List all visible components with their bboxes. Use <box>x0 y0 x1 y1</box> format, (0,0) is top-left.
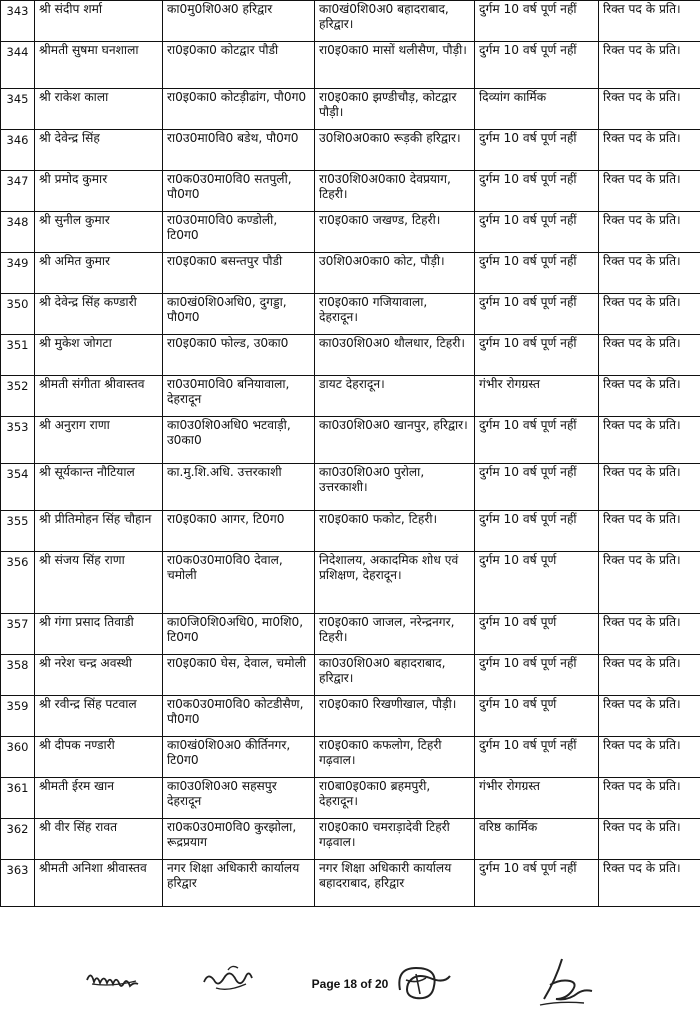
current-posting-cell: रा0इ0का0 घेस, देवाल, चमोली <box>163 655 315 696</box>
new-posting-cell: का0उ0शि0अ0 पुरोला, उत्तरकाशी। <box>315 464 475 511</box>
post-status-cell: रिक्त पद के प्रति। <box>599 737 700 778</box>
transfer-reason-cell: दुर्गम 10 वर्ष पूर्ण <box>475 614 599 655</box>
post-status-cell: रिक्त पद के प्रति। <box>599 511 700 552</box>
current-posting-cell: रा0क0उ0मा0वि0 कोटडीसैण, पौ0ग0 <box>163 696 315 737</box>
current-posting-cell: रा0इ0का0 कोटड़ीढांग, पौ0ग0 <box>163 89 315 130</box>
new-posting-cell: रा0इ0का0 रिखणीखाल, पौड़ी। <box>315 696 475 737</box>
transfer-reason-cell: गंभीर रोगग्रस्त <box>475 376 599 417</box>
transfer-reason-cell: दुर्गम 10 वर्ष पूर्ण नहीं <box>475 253 599 294</box>
transfer-reason-cell: दुर्गम 10 वर्ष पूर्ण नहीं <box>475 464 599 511</box>
transfer-reason-cell: दुर्गम 10 वर्ष पूर्ण नहीं <box>475 511 599 552</box>
transfer-reason-cell: दुर्गम 10 वर्ष पूर्ण नहीं <box>475 860 599 907</box>
new-posting-cell: रा0इ0का0 मासों थलीसैण, पौड़ी। <box>315 42 475 89</box>
transfer-reason-cell: दुर्गम 10 वर्ष पूर्ण नहीं <box>475 737 599 778</box>
new-posting-cell: रा0इ0का0 झण्डीचौड़, कोटद्वार पौड़ी। <box>315 89 475 130</box>
signature-right <box>532 955 594 1013</box>
employee-name-cell: श्री सूर्यकान्त नौटियाल <box>35 464 163 511</box>
current-posting-cell: रा0उ0मा0वि0 बनियावाला, देहरादून <box>163 376 315 417</box>
new-posting-cell: रा0इ0का0 फकोट, टिहरी। <box>315 511 475 552</box>
serial-number-cell: 347 <box>1 171 35 212</box>
new-posting-cell: का0खं0शि0अ0 बहादराबाद, हरिद्वार। <box>315 1 475 42</box>
post-status-cell: रिक्त पद के प्रति। <box>599 1 700 42</box>
employee-name-cell: श्री देवेन्द्र सिंह <box>35 130 163 171</box>
table-row <box>1 294 700 335</box>
serial-number-cell: 349 <box>1 253 35 294</box>
current-posting-cell: रा0उ0मा0वि0 बडेथ, पौ0ग0 <box>163 130 315 171</box>
new-posting-cell: रा0बा0इ0का0 ब्रहमपुरी, देहरादून। <box>315 778 475 819</box>
post-status-cell: रिक्त पद के प्रति। <box>599 464 700 511</box>
transfer-reason-cell: दुर्गम 10 वर्ष पूर्ण <box>475 696 599 737</box>
post-status-cell: रिक्त पद के प्रति। <box>599 860 700 907</box>
table-row <box>1 89 700 130</box>
employee-name-cell: श्री अनुराग राणा <box>35 417 163 464</box>
post-status-cell: रिक्त पद के प्रति। <box>599 130 700 171</box>
new-posting-cell: रा0इ0का0 गजियावाला, देहरादून। <box>315 294 475 335</box>
table-row <box>1 511 700 552</box>
serial-number-cell: 355 <box>1 511 35 552</box>
post-status-cell: रिक्त पद के प्रति। <box>599 212 700 253</box>
current-posting-cell: रा0क0उ0मा0वि0 कुरझोला, रूद्रप्रयाग <box>163 819 315 860</box>
post-status-cell: रिक्त पद के प्रति। <box>599 89 700 130</box>
employee-name-cell: श्री रवीन्द्र सिंह पटवाल <box>35 696 163 737</box>
employee-name-cell: श्री मुकेश जोगटा <box>35 335 163 376</box>
current-posting-cell: नगर शिक्षा अधिकारी कार्यालय हरिद्वार <box>163 860 315 907</box>
employee-name-cell: श्री वीर सिंह रावत <box>35 819 163 860</box>
employee-name-cell: श्री संदीप शर्मा <box>35 1 163 42</box>
transfer-reason-cell: दुर्गम 10 वर्ष पूर्ण नहीं <box>475 42 599 89</box>
table-row <box>1 655 700 696</box>
new-posting-cell: नगर शिक्षा अधिकारी कार्यालय बहादराबाद, हरिद्वार <box>315 860 475 907</box>
post-status-cell: रिक्त पद के प्रति। <box>599 655 700 696</box>
post-status-cell: रिक्त पद के प्रति। <box>599 614 700 655</box>
employee-name-cell: श्री नरेश चन्द्र अवस्थी <box>35 655 163 696</box>
current-posting-cell: का.मु.शि.अधि. उत्तरकाशी <box>163 464 315 511</box>
serial-number-cell: 361 <box>1 778 35 819</box>
current-posting-cell: का0उ0शि0अधि0 भटवाड़ी, उ0का0 <box>163 417 315 464</box>
serial-number-cell: 360 <box>1 737 35 778</box>
transfer-reason-cell: गंभीर रोगग्रस्त <box>475 778 599 819</box>
current-posting-cell: का0मु0शि0अ0 हरिद्वार <box>163 1 315 42</box>
new-posting-cell: का0उ0शि0अ0 बहादराबाद, हरिद्वार। <box>315 655 475 696</box>
current-posting-cell: रा0क0उ0मा0वि0 देवाल, चमोली <box>163 552 315 614</box>
serial-number-cell: 359 <box>1 696 35 737</box>
current-posting-cell: रा0इ0का0 कोटद्वार पौडी <box>163 42 315 89</box>
employee-name-cell: श्री अमित कुमार <box>35 253 163 294</box>
transfer-reason-cell: दुर्गम 10 वर्ष पूर्ण नहीं <box>475 212 599 253</box>
new-posting-cell: उ0शि0अ0का0 कोट, पौड़ी। <box>315 253 475 294</box>
new-posting-cell: उ0शि0अ0का0 रूड़की हरिद्वार। <box>315 130 475 171</box>
serial-number-cell: 356 <box>1 552 35 614</box>
post-status-cell: रिक्त पद के प्रति। <box>599 335 700 376</box>
new-posting-cell: रा0उ0शि0अ0का0 देवप्रयाग, टिहरी। <box>315 171 475 212</box>
employee-name-cell: श्री प्रमोद कुमार <box>35 171 163 212</box>
serial-number-cell: 362 <box>1 819 35 860</box>
table-row <box>1 737 700 778</box>
serial-number-cell: 343 <box>1 1 35 42</box>
transfer-reason-cell: दुर्गम 10 वर्ष पूर्ण नहीं <box>475 130 599 171</box>
table-row <box>1 253 700 294</box>
new-posting-cell: निदेशालय, अकादमिक शोध एवं प्रशिक्षण, देहरादून। <box>315 552 475 614</box>
employee-name-cell: श्री राकेश काला <box>35 89 163 130</box>
post-status-cell: रिक्त पद के प्रति। <box>599 778 700 819</box>
table-row <box>1 212 700 253</box>
transfer-reason-cell: दुर्गम 10 वर्ष पूर्ण नहीं <box>475 417 599 464</box>
serial-number-cell: 345 <box>1 89 35 130</box>
table-row <box>1 130 700 171</box>
table-row <box>1 376 700 417</box>
serial-number-cell: 344 <box>1 42 35 89</box>
serial-number-cell: 348 <box>1 212 35 253</box>
post-status-cell: रिक्त पद के प्रति। <box>599 552 700 614</box>
post-status-cell: रिक्त पद के प्रति। <box>599 171 700 212</box>
table-row <box>1 696 700 737</box>
current-posting-cell: रा0इ0का0 फोल्ड, उ0का0 <box>163 335 315 376</box>
new-posting-cell: का0उ0शि0अ0 खानपुर, हरिद्वार। <box>315 417 475 464</box>
post-status-cell: रिक्त पद के प्रति। <box>599 42 700 89</box>
serial-number-cell: 353 <box>1 417 35 464</box>
post-status-cell: रिक्त पद के प्रति। <box>599 376 700 417</box>
table-row <box>1 464 700 511</box>
employee-name-cell: श्रीमती संगीता श्रीवास्तव <box>35 376 163 417</box>
new-posting-cell: रा0इ0का0 जखण्ड, टिहरी। <box>315 212 475 253</box>
table-row <box>1 552 700 614</box>
employee-name-cell: श्री सुनील कुमार <box>35 212 163 253</box>
transfer-reason-cell: दिव्यांग कार्मिक <box>475 89 599 130</box>
employee-name-cell: श्रीमती सुषमा घनशाला <box>35 42 163 89</box>
post-status-cell: रिक्त पद के प्रति। <box>599 253 700 294</box>
new-posting-cell: डायट देहरादून। <box>315 376 475 417</box>
transfer-reason-cell: दुर्गम 10 वर्ष पूर्ण नहीं <box>475 294 599 335</box>
current-posting-cell: रा0क0उ0मा0वि0 सतपुली, पौ0ग0 <box>163 171 315 212</box>
current-posting-cell: रा0उ0मा0वि0 कण्डोली, टि0ग0 <box>163 212 315 253</box>
post-status-cell: रिक्त पद के प्रति। <box>599 294 700 335</box>
signature-third <box>392 960 458 1004</box>
table-row <box>1 171 700 212</box>
transfer-reason-cell: दुर्गम 10 वर्ष पूर्ण नहीं <box>475 655 599 696</box>
transfer-reason-cell: दुर्गम 10 वर्ष पूर्ण नहीं <box>475 335 599 376</box>
table-row <box>1 1 700 42</box>
serial-number-cell: 358 <box>1 655 35 696</box>
table-row <box>1 778 700 819</box>
new-posting-cell: का0उ0शि0अ0 थौलधार, टिहरी। <box>315 335 475 376</box>
post-status-cell: रिक्त पद के प्रति। <box>599 819 700 860</box>
serial-number-cell: 351 <box>1 335 35 376</box>
page-number: Page 18 of 20 <box>311 977 389 991</box>
table-row <box>1 42 700 89</box>
table-row <box>1 860 700 907</box>
employee-name-cell: श्री दीपक नण्डारी <box>35 737 163 778</box>
serial-number-cell: 354 <box>1 464 35 511</box>
table-row <box>1 614 700 655</box>
current-posting-cell: रा0इ0का0 बसन्तपुर पौडी <box>163 253 315 294</box>
employee-name-cell: श्री प्रीतिमोहन सिंह चौहान <box>35 511 163 552</box>
serial-number-cell: 363 <box>1 860 35 907</box>
transfer-reason-cell: दुर्गम 10 वर्ष पूर्ण <box>475 552 599 614</box>
employee-name-cell: श्री गंगा प्रसाद तिवाडी <box>35 614 163 655</box>
transfer-reason-cell: दुर्गम 10 वर्ष पूर्ण नहीं <box>475 1 599 42</box>
transfer-reason-cell: दुर्गम 10 वर्ष पूर्ण नहीं <box>475 171 599 212</box>
current-posting-cell: का0जि0शि0अधि0, मा0शि0, टि0ग0 <box>163 614 315 655</box>
transfer-reason-cell: वरिष्ठ कार्मिक <box>475 819 599 860</box>
table-row <box>1 417 700 464</box>
current-posting-cell: रा0इ0का0 आगर, टि0ग0 <box>163 511 315 552</box>
new-posting-cell: रा0इ0का0 चमराड़ादेवी टिहरी गढ़वाल। <box>315 819 475 860</box>
serial-number-cell: 357 <box>1 614 35 655</box>
current-posting-cell: का0खं0शि0अ0 कीर्तिनगर, टि0ग0 <box>163 737 315 778</box>
current-posting-cell: का0खं0शि0अधि0, दुगड्डा, पौ0ग0 <box>163 294 315 335</box>
employee-name-cell: श्री देवेन्द्र सिंह कण्डारी <box>35 294 163 335</box>
serial-number-cell: 352 <box>1 376 35 417</box>
serial-number-cell: 350 <box>1 294 35 335</box>
table-row <box>1 335 700 376</box>
employee-name-cell: श्रीमती ईरम खान <box>35 778 163 819</box>
post-status-cell: रिक्त पद के प्रति। <box>599 417 700 464</box>
current-posting-cell: का0उ0शि0अ0 सहसपुर देहरादून <box>163 778 315 819</box>
employee-name-cell: श्रीमती अनिशा श्रीवास्तव <box>35 860 163 907</box>
table-row <box>1 819 700 860</box>
new-posting-cell: रा0इ0का0 कफलोग, टिहरी गढ़वाल। <box>315 737 475 778</box>
serial-number-cell: 346 <box>1 130 35 171</box>
post-status-cell: रिक्त पद के प्रति। <box>599 696 700 737</box>
employee-name-cell: श्री संजय सिंह राणा <box>35 552 163 614</box>
new-posting-cell: रा0इ0का0 जाजल, नरेन्द्रनगर, टिहरी। <box>315 614 475 655</box>
